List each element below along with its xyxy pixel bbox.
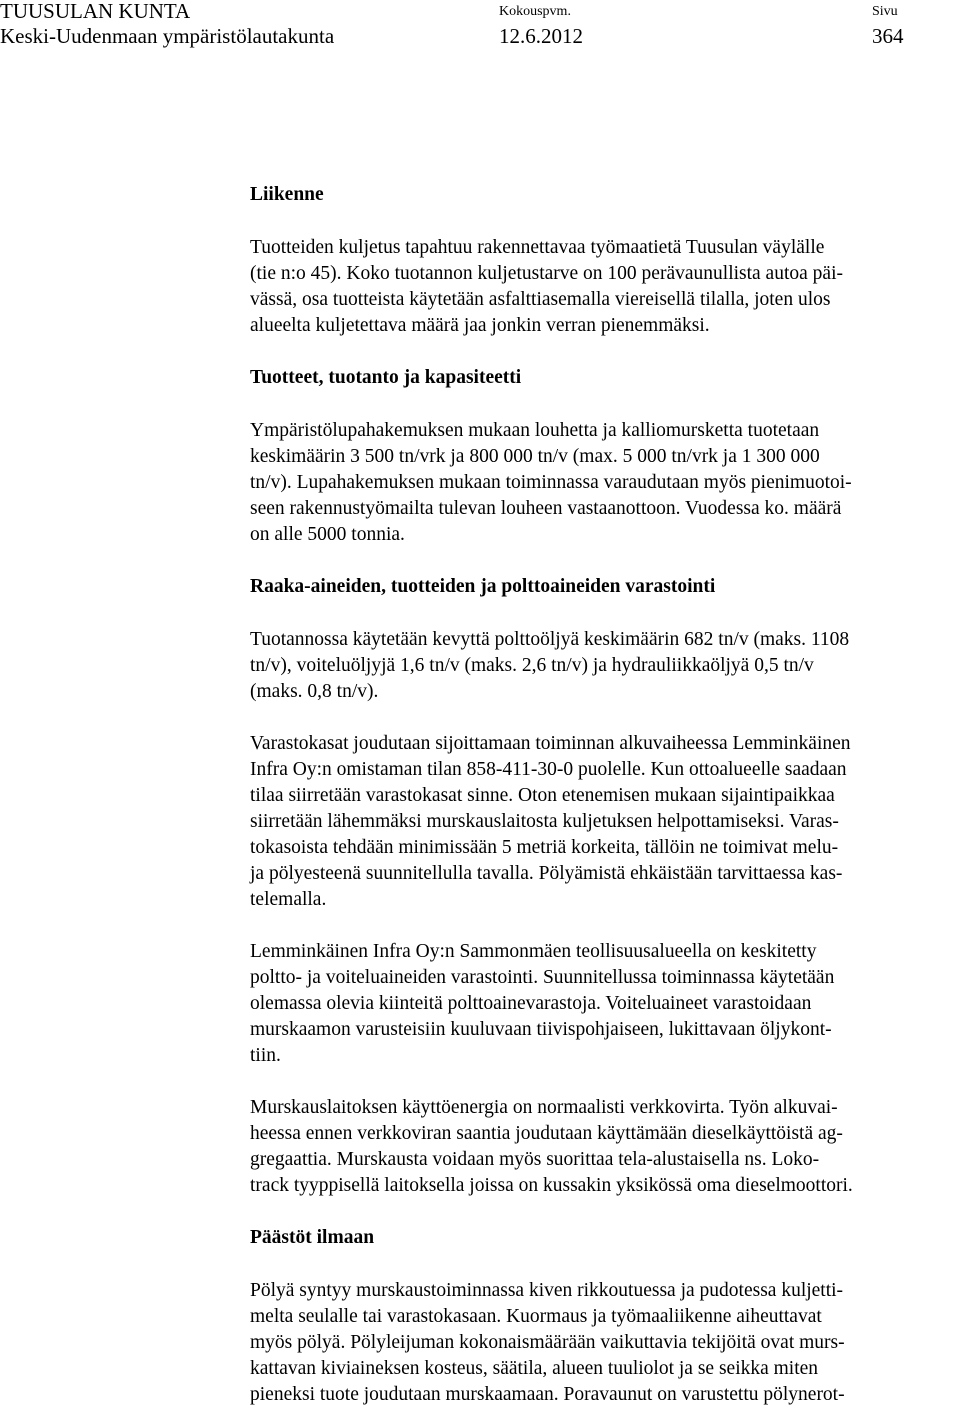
text-line: keskimäärin 3 500 tn/vrk ja 800 000 tn/v (max. 5 000 tn/vrk ja 1 300 000 <box>250 446 820 467</box>
section-heading-paastot-ilmaan: Päästöt ilmaan <box>250 1227 375 1248</box>
section-heading-liikenne: Liikenne <box>250 184 324 205</box>
section-heading-varastointi: Raaka-aineiden, tuotteiden ja polttoaineiden varastointi <box>250 576 716 597</box>
organization-name: TUUSULAN KUNTA <box>0 0 191 23</box>
text-line: vässä, osa tuotteista käytetään asfalttiasemalla viereisellä tilalla, joten ulos <box>250 289 831 310</box>
text-line: gregaattia. Murskausta voidaan myös suorittaa tela-alustaisella ns. Loko- <box>250 1149 820 1170</box>
text-line: on alle 5000 tonnia. <box>250 524 405 545</box>
text-line: kattavan kiviaineksen kosteus, säätila, alueen tuuliolot ja se seikka miten <box>250 1358 819 1379</box>
text-line: tokasoista tehdään minimissään 5 metriä korkeita, tällöin ne toimivat melu- <box>250 837 839 858</box>
text-line: Pölyä syntyy murskaustoiminnassa kiven rikkoutuessa ja pudotessa kuljetti- <box>250 1280 844 1301</box>
text-line: myös pölyä. Pölyleijuman kokonaismäärään vaikuttavia tekijöitä ovat murs- <box>250 1332 845 1353</box>
text-line: tilaa siirretään varastokasat sinne. Oton etenemisen mukaan sijaintipaikkaa <box>250 785 835 806</box>
text-line: alueelta kuljetettava määrä jaa jonkin verran pienemmäksi. <box>250 315 710 336</box>
paragraph <box>250 1278 960 1408</box>
text-line: (tie n:o 45). Koko tuotannon kuljetustarve on 100 perävaunullista autoa päi- <box>250 263 843 284</box>
section-heading-tuotteet: Tuotteet, tuotanto ja kapasiteetti <box>250 367 522 388</box>
text-line: tiin. <box>250 1045 281 1066</box>
board-name: Keski-Uudenmaan ympäristölautakunta <box>0 24 335 48</box>
document-body <box>250 182 960 1408</box>
meeting-date-label: Kokouspvm. <box>499 4 571 19</box>
text-line: poltto- ja voiteluaineiden varastointi. Suunnitellussa toiminnassa käytetään <box>250 967 835 988</box>
text-line: Ympäristölupahakemuksen mukaan louhetta ja kalliomursketta tuotetaan <box>250 420 820 441</box>
text-line: pieneksi tuote joudutaan murskaamaan. Poravaunut on varustettu pölynerot- <box>250 1384 845 1405</box>
page-header <box>0 0 960 52</box>
text-line: Tuotteiden kuljetus tapahtuu rakennettavaa työmaatietä Tuusulan väylälle <box>250 237 825 258</box>
text-line: murskaamon varusteisiin kuuluvaan tiivispohjaiseen, lukittavaan öljykont- <box>250 1019 832 1040</box>
text-line: heessa ennen verkkoviran saantia joudutaan käyttämään dieselkäyttöistä ag- <box>250 1123 843 1144</box>
paragraph <box>250 627 960 705</box>
meeting-date: 12.6.2012 <box>499 24 583 48</box>
text-line: telemalla. <box>250 889 327 910</box>
text-line: track tyyppisellä laitoksella joissa on kussakin yksikössä oma dieselmoottori. <box>250 1175 853 1196</box>
text-line: Infra Oy:n omistaman tilan 858-411-30-0 puolelle. Kun ottoalueelle saadaan <box>250 759 847 780</box>
text-line: siirretään lähemmäksi murskauslaitosta kuljetuksen helpottamiseksi. Varas- <box>250 811 839 832</box>
text-line: Lemminkäinen Infra Oy:n Sammonmäen teollisuusalueella on keskitetty <box>250 941 817 962</box>
page-number: 364 <box>872 24 904 48</box>
text-line: Tuotannossa käytetään kevyttä polttoöljyä keskimäärin 682 tn/v (maks. 1108 <box>250 629 850 650</box>
text-line: seen rakennustyömailta tulevan louheen vastaanottoon. Vuodessa ko. määrä <box>250 498 842 519</box>
text-line: olemassa olevia kiinteitä polttoainevarastoja. Voiteluaineet varastoidaan <box>250 993 812 1014</box>
text-line: (maks. 0,8 tn/v). <box>250 681 379 702</box>
paragraph <box>250 418 960 548</box>
paragraph <box>250 939 960 1069</box>
text-line: Varastokasat joudutaan sijoittamaan toiminnan alkuvaiheessa Lemminkäinen <box>250 733 851 754</box>
text-line: tn/v), voiteluöljyjä 1,6 tn/v (maks. 2,6 tn/v) ja hydrauliikkaöljyä 0,5 tn/v <box>250 655 814 676</box>
text-line: Murskauslaitoksen käyttöenergia on normaalisti verkkovirta. Työn alkuvai- <box>250 1097 838 1118</box>
text-line: ja pölyesteenä suunnitellulla tavalla. Pölyämistä ehkäistään tarvittaessa kas- <box>250 863 843 884</box>
text-line: melta seulalle tai varastokasaan. Kuormaus ja työmaaliikenne aiheuttavat <box>250 1306 822 1327</box>
page-label: Sivu <box>872 4 898 19</box>
text-line: tn/v). Lupahakemuksen mukaan toiminnassa varaudutaan myös pienimuotoi- <box>250 472 852 493</box>
paragraph <box>250 235 960 339</box>
paragraph <box>250 1095 960 1199</box>
paragraph <box>250 731 960 913</box>
